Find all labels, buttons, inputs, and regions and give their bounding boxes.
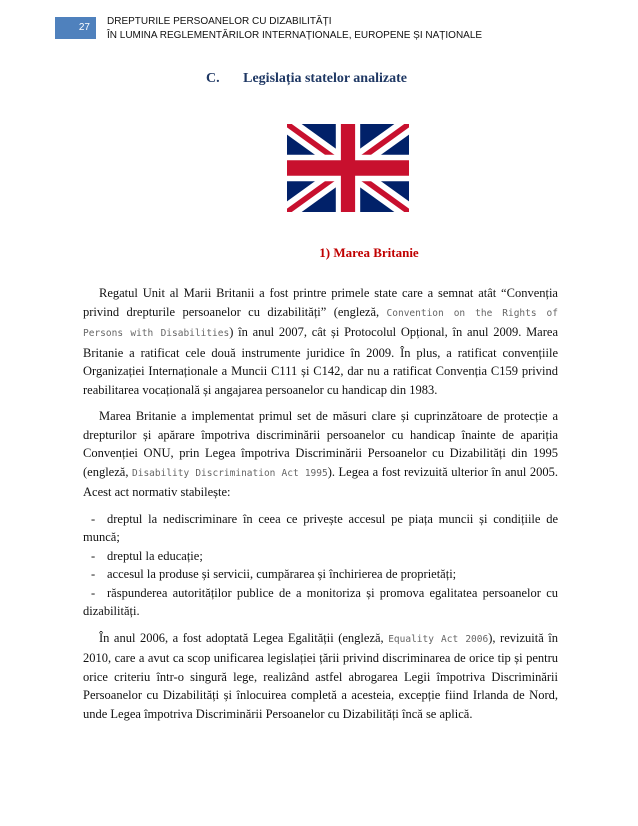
paragraph-2-text-b: ). Legea a fost revizuită ulterior în anul 2005. Acest act normativ stabilește: <box>83 464 558 499</box>
list-item-text: accesul la produse și servicii, cumpărarea și închirierea de proprietăți; <box>107 567 457 581</box>
paragraph-3 <box>83 629 558 724</box>
paragraph-3-reference: Equality Act 2006 <box>388 633 489 645</box>
country-heading: 1) Marea Britanie <box>319 245 419 260</box>
paragraph-2 <box>83 407 558 502</box>
section-heading <box>206 71 407 87</box>
body-text <box>83 284 558 731</box>
paragraph-3-text-a: În anul 2006, a fost adoptată Legea Egalității (engleză, <box>99 630 389 645</box>
header-line-2: ÎN LUMINA REGLEMENTĂRILOR INTERNAȚIONALE, EUROPENE ȘI NAȚIONALE <box>107 30 483 41</box>
list-item-text: dreptul la educație; <box>107 548 203 563</box>
list-dash: - <box>91 567 96 581</box>
section-title-text: Legislația statelor analizate <box>243 71 407 86</box>
paragraph-3-text-b: ), revizuită în 2010, care a avut ca scop unificarea legislației țării privind discriminarea de orice tip și pentru orice criteriu într-o singură lege, realizând astfel abrogarea Legii împotriva Discriminării Persoanelor cu Dizabilități și înlocuirea completă a acesteia, excepție fiind Irlanda de Nord, unde Legea împotriva Discriminării Persoanelor cu Dizabilități încă se aplică. <box>83 630 558 721</box>
paragraph-1 <box>83 284 558 399</box>
running-header <box>107 15 482 43</box>
paragraph-1-text-b: ) în anul 2007, cât și Protocolul Opțional, în anul 2009. Marea Britanie a ratificat cele două instrumente juridice în 2009. În plus, a ratificat convențiile Organizației Internaționale a Muncii C111 și C142, dar nu a ratificat Convenția C159 privind reabilitarea vocațională și angajarea persoanelor cu handicap din 1983. <box>83 325 558 397</box>
header-line-1: DREPTURILE PERSOANELOR CU DIZABILITĂȚI <box>107 16 332 27</box>
list-item <box>83 547 558 566</box>
list-dash: - <box>91 585 96 600</box>
page-number: 27 <box>55 17 96 39</box>
paragraph-1-text-a: Regatul Unit al Marii Britanii a fost printre primele state care a semnat atât “Convenția privind drepturile persoanelor cu dizabilități” (engleză, <box>83 286 558 319</box>
union-jack-flag-icon <box>287 124 409 212</box>
list-dash: - <box>91 548 96 563</box>
list-item <box>83 510 558 547</box>
list-dash: - <box>91 511 96 526</box>
list-item-text: răspunderea autorităților publice de a monitoriza și promova egalitatea persoanelor cu dizabilități. <box>83 585 558 618</box>
list-item <box>83 565 558 584</box>
list-item <box>83 584 558 621</box>
paragraph-2-reference: Disability Discrimination Act 1995 <box>132 467 328 479</box>
list-item-text: dreptul la nediscriminare în ceea ce privește accesul pe piața muncii și condițiile de muncă; <box>83 511 558 544</box>
paragraph-1-reference: Convention on the Rights of Persons with Disabilities <box>83 307 558 339</box>
paragraph-2-text-a: Marea Britanie a implementat primul set de măsuri clare și cuprinzătoare de protecție a drepturilor și apărare împotriva discriminării persoanelor cu handicap înainte de apariția Convenției ONU, prin Legea împotriva Discriminării Persoanelor cu Dizabilități din 1995 (engleză, <box>83 409 558 479</box>
section-letter: C. <box>206 71 220 86</box>
rights-list <box>83 510 558 621</box>
